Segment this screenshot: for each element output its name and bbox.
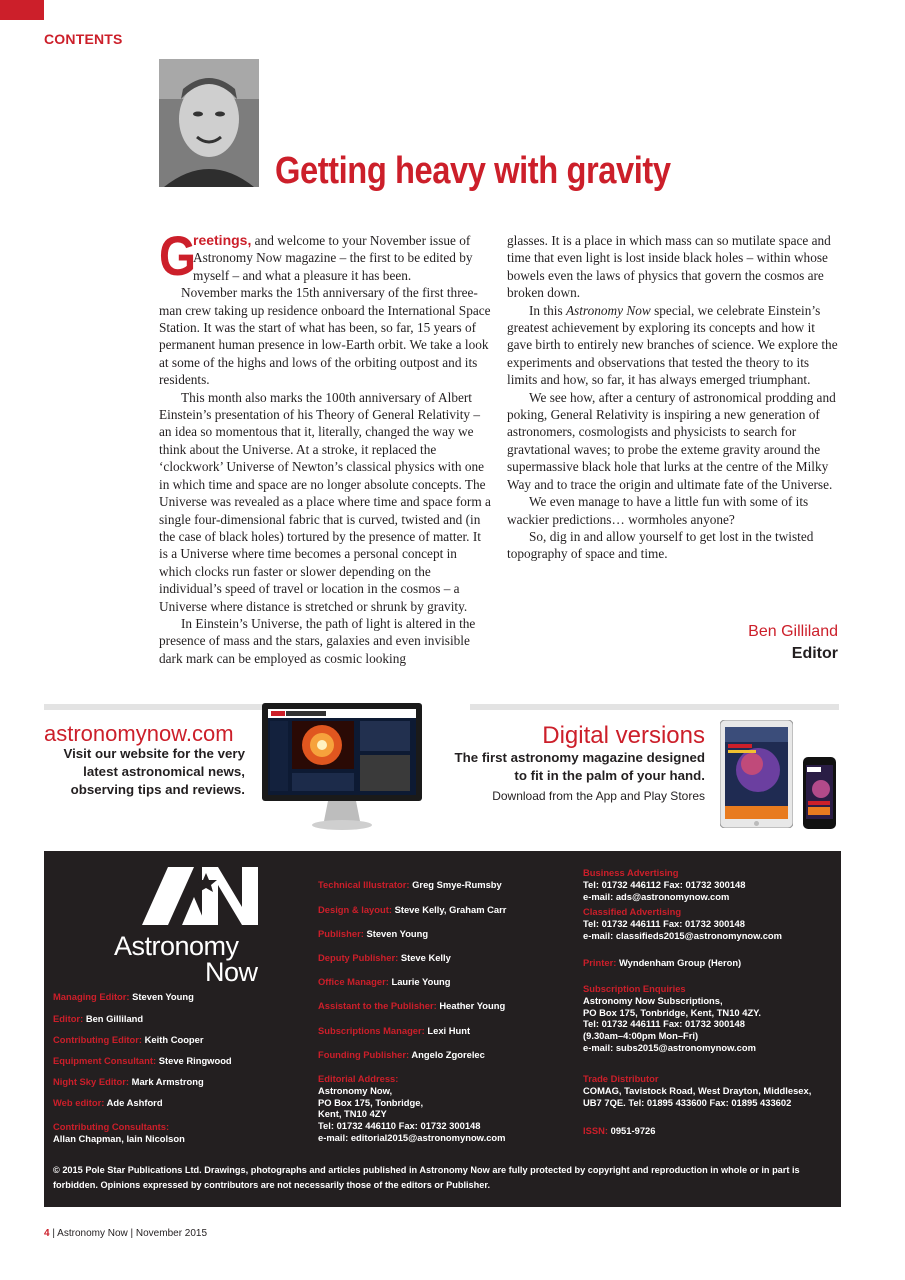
copyright-notice: © 2015 Pole Star Publications Ltd. Drawings, photographs and articles published in Astronomy Now are fully protected by copyright and reproduction in whole or in part is forbidden. Opinions expressed by contributors are not necessarily those of the editors or Publisher. — [53, 1165, 800, 1190]
credit-technical-illustrator — [318, 879, 502, 891]
trade-distributor — [583, 1073, 811, 1108]
credit-value: Keith Cooper — [144, 1034, 204, 1045]
credit-assistant-publisher — [318, 1000, 505, 1012]
promo-line: latest astronomical news, — [83, 764, 245, 779]
address-line: Kent, TN10 4ZY — [318, 1108, 387, 1120]
credit-value: Steve Kelly — [400, 952, 451, 963]
headline: Getting heavy with gravity — [275, 150, 671, 192]
text-run: special, we celebrate Einstein’s greatest achievement by exploring its concepts and how it gave birth to entirely new branches of science. We explore the experiments and observations that tested the theory to its limits and how, so far, it has always emerged triumphant. — [507, 302, 838, 388]
credit-key: ISSN: — [583, 1125, 609, 1136]
credit-value: Steve Ringwood — [158, 1055, 232, 1066]
email-link[interactable]: e-mail: ads@astronomynow.com — [583, 890, 730, 902]
credit-value: Angelo Zgorelec — [411, 1049, 485, 1060]
paragraph: In Einstein’s Universe, the path of light is altered in the presence of mass and the stars, galaxies and even invisible dark mark can be employed as cosmic looking — [159, 615, 476, 666]
address-line: PO Box 175, Tonbridge, — [318, 1096, 424, 1108]
credit-value: Steve Kelly, Graham Carr — [394, 904, 507, 915]
credit-key: Contributing Editor: — [53, 1034, 143, 1045]
credit-key: Subscriptions Manager: — [318, 1025, 425, 1036]
contact-line: Tel: 01732 446111 Fax: 01732 300148 — [583, 917, 745, 929]
credit-equipment-consultant — [53, 1055, 232, 1067]
magazine-title-italic: Astronomy Now — [565, 302, 651, 318]
credit-key: Printer: — [583, 957, 617, 968]
signature-role: Editor — [791, 645, 838, 662]
credit-key: Managing Editor: — [53, 991, 130, 1002]
credit-key: Contributing Consultants: — [53, 1121, 170, 1132]
credit-design-layout — [318, 904, 506, 916]
intro-text: and welcome to your November issue of Astronomy Now magazine – the first to be edited by myself – and what a pleasure it has been. — [193, 233, 473, 283]
credit-key: Editorial Address: — [318, 1073, 399, 1084]
credit-founding-publisher — [318, 1049, 485, 1061]
intro-paragraph — [159, 224, 491, 287]
credit-key: Design & layout: — [318, 904, 392, 915]
section-label: CONTENTS — [44, 31, 123, 47]
drop-cap: G — [159, 224, 197, 287]
paragraph: So, dig in and allow yourself to get lost in the twisted topography of space and time. — [507, 528, 814, 562]
credit-key: Trade Distributor — [583, 1073, 659, 1084]
credit-printer — [583, 957, 741, 969]
credit-web-editor — [53, 1097, 163, 1109]
website-promo-text — [44, 745, 245, 799]
credit-contributing-editor — [53, 1034, 204, 1046]
credit-value: Ben Gilliland — [85, 1013, 144, 1024]
contact-line: COMAG, Tavistock Road, West Drayton, Middlesex, — [583, 1084, 812, 1096]
credit-value: Wyndenham Group (Heron) — [618, 957, 742, 968]
credit-key: Founding Publisher: — [318, 1049, 410, 1060]
contact-line: PO Box 175, Tonbridge, Kent, TN10 4ZY. — [583, 1006, 761, 1018]
credit-subscriptions-manager — [318, 1025, 470, 1037]
credit-value: Allan Chapman, Iain Nicolson — [53, 1132, 185, 1144]
paragraph: November marks the 15th anniversary of the first three-man crew taking up residence onboard the International Space Station. It was the start of what has been, so far, 15 years of permanent human presence in low-Earth orbit. We take a look at some of the highs and lows of the orbiting outpost and its residents. — [159, 285, 491, 388]
article-column-right — [507, 232, 839, 563]
credit-key: Assistant to the Publisher: — [318, 1000, 437, 1011]
credit-value: Steven Young — [366, 928, 429, 939]
credit-key: Technical Illustrator: — [318, 879, 410, 890]
paragraph: glasses. It is a place in which mass can so mutilate space and time that even light is lost inside black holes – within whose bowels even the laws of physics that govern the cosmos are broken down. — [507, 233, 831, 301]
credit-night-sky-editor — [53, 1076, 204, 1088]
credit-managing-editor — [53, 991, 194, 1003]
credit-key: Deputy Publisher: — [318, 952, 399, 963]
email-link[interactable]: e-mail: subs2015@astronomynow.com — [583, 1041, 756, 1053]
credit-key: Editor: — [53, 1013, 84, 1024]
phone-icon — [803, 757, 836, 829]
contact-line: Tel: 01732 446112 Fax: 01732 300148 — [583, 878, 746, 890]
paragraph: We see how, after a century of astronomical prodding and poking, General Relativity is inspiring a new generation of astronomers, cosmologists and physicists to search for gravtational waves; to probe the exteme gravity around the supermassive black hole that lurks at the centre of the Milky Way and to trace the origin and ultimate fate of the Universe. — [507, 389, 836, 492]
editorial-address — [318, 1073, 506, 1144]
credit-consultants — [53, 1121, 185, 1145]
credits-panel — [44, 851, 841, 1207]
website-url[interactable]: astronomynow.com — [44, 721, 234, 746]
credit-key: Night Sky Editor: — [53, 1076, 130, 1087]
contact-line: (9.30am–4:00pm Mon–Fri) — [583, 1030, 699, 1042]
business-advertising — [583, 867, 745, 902]
credit-value: Lexi Hunt — [427, 1025, 471, 1036]
app-store-text[interactable]: Download from the App and Play Stores — [492, 789, 705, 803]
text-run: In this — [529, 302, 566, 318]
credit-deputy-publisher — [318, 952, 451, 964]
article-column-left — [159, 224, 491, 667]
paragraph: We even manage to have a little fun with some of its wackier predictions… wormholes anyone? — [507, 494, 809, 527]
credit-value: Heather Young — [439, 1000, 506, 1011]
credit-value: Laurie Young — [391, 976, 451, 987]
email-link[interactable]: e-mail: editorial2015@astronomynow.com — [318, 1131, 506, 1143]
email-link[interactable]: e-mail: classifieds2015@astronomynow.com — [583, 929, 782, 941]
credit-key: Office Manager: — [318, 976, 389, 987]
logo-wordmark-1: Astronomy — [114, 931, 239, 961]
footer-text: | Astronomy Now | November 2015 — [49, 1228, 208, 1239]
lead-word: reetings, — [193, 232, 252, 248]
contact-line: Astronomy Now Subscriptions, — [583, 994, 723, 1006]
digital-title: Digital versions — [542, 722, 705, 749]
credit-key: Subscription Enquiries — [583, 983, 686, 994]
credit-value: Ade Ashford — [106, 1097, 163, 1108]
page-number: 4 — [44, 1228, 50, 1239]
paragraph: This month also marks the 100th anniversary of Albert Einstein’s presentation of his Theory of General Relativity – an idea so momentous that it, literally, changed the way we think about the Universe. At a stroke, it replaced the ‘clockwork’ Universe of Newton’s classical physics with one in which time and space are no longer absolute concepts. The Universe was revealed as a place where time and space form a single four-dimensional fabric that is curved, twisted and (in the case of black holes) tortured by the presence of matter. It is a Universe where time becomes a personal concept in which clocks run faster or slower depending on the individual’s speed of travel or location in the cosmos – a Universe where distance is stretched or shrunk by gravity. — [159, 389, 491, 614]
signature-name: Ben Gilliland — [748, 623, 838, 640]
corner-tab — [0, 0, 44, 20]
contact-line: UB7 7QE. Tel: 01895 433600 Fax: 01895 433602 — [583, 1096, 792, 1108]
monitor-icon — [262, 703, 422, 833]
promo-line: observing tips and reviews. — [70, 782, 245, 797]
logo-wordmark-2: Now — [205, 957, 258, 987]
issn — [583, 1125, 655, 1137]
credit-value: Steven Young — [132, 991, 194, 1002]
credit-key: Classified Advertising — [583, 906, 682, 917]
digital-promo-text — [455, 749, 705, 785]
address-line: Astronomy Now, — [318, 1084, 393, 1096]
credit-value: Mark Armstrong — [131, 1076, 204, 1087]
promo-line: The first astronomy magazine designed — [454, 750, 705, 765]
credit-key: Business Advertising — [583, 867, 679, 878]
editor-portrait — [159, 59, 259, 187]
divider — [470, 704, 839, 710]
page-footer — [44, 1228, 207, 1239]
credit-key: Publisher: — [318, 928, 364, 939]
credit-value: 0951-9726 — [610, 1125, 656, 1136]
subscription-enquiries — [583, 983, 761, 1054]
promo-line: Visit our website for the very — [63, 746, 245, 761]
credit-key: Equipment Consultant: — [53, 1055, 157, 1066]
credit-office-manager — [318, 976, 451, 988]
astronomy-now-logo-icon — [142, 867, 258, 930]
contact-line: Tel: 01732 446111 Fax: 01732 300148 — [583, 1018, 745, 1030]
tablet-icon — [720, 720, 793, 828]
classified-advertising — [583, 906, 782, 941]
credit-editor — [53, 1013, 143, 1025]
paragraph-special — [507, 302, 839, 389]
credit-value: Greg Smye-Rumsby — [412, 879, 502, 890]
credit-publisher — [318, 928, 428, 940]
address-line: Tel: 01732 446110 Fax: 01732 300148 — [318, 1120, 481, 1132]
promo-line: to fit in the palm of your hand. — [514, 768, 705, 783]
credit-key: Web editor: — [53, 1097, 105, 1108]
